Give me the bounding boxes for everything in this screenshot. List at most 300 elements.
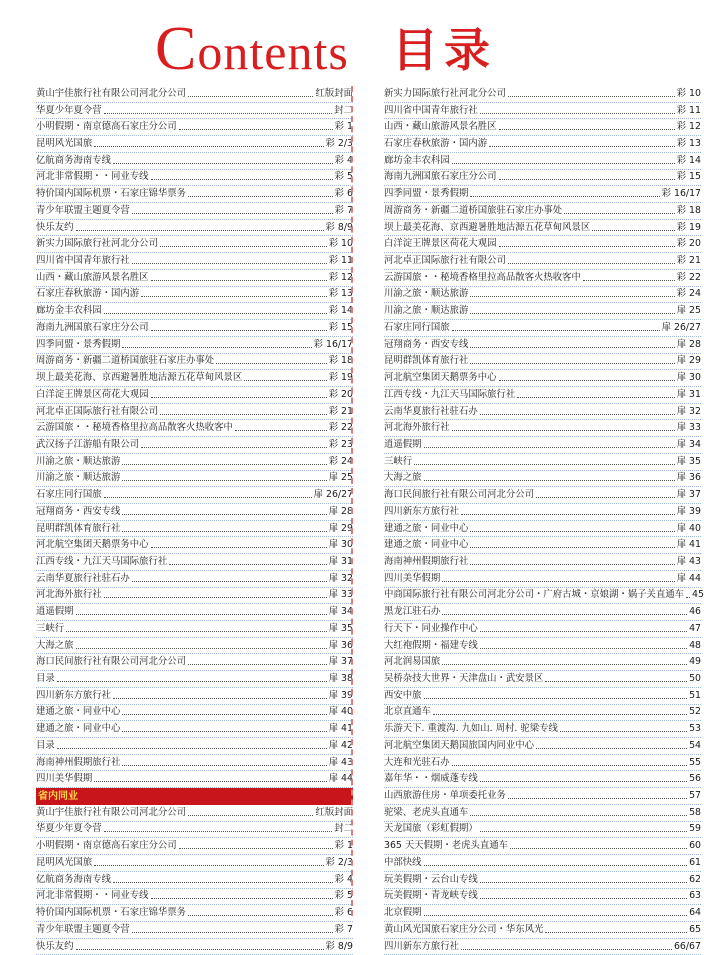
entry-name: 周游商务・新疆二道桥国旅驻石家庄办事处	[36, 355, 215, 367]
entry-page: 55	[689, 756, 701, 768]
leader-dots	[66, 630, 327, 632]
page-header	[0, 0, 699, 82]
toc-entry	[36, 287, 353, 304]
leader-dots	[508, 262, 675, 264]
leader-dots	[470, 546, 674, 548]
leader-dots	[94, 864, 323, 866]
toc-entry	[36, 170, 353, 187]
entry-page: 64	[689, 907, 701, 919]
entry-page: 48	[689, 639, 701, 651]
entry-name: 黄山宇佳旅行社有限公司河北分公司	[36, 806, 187, 818]
entry-name: 坝上最美花海、京西避暑胜地沽源五花草甸风景区	[384, 221, 591, 233]
title-english	[155, 15, 349, 83]
entry-page: 彩 16/17	[661, 188, 701, 200]
entry-name: 川渝之旅・顺达旅游	[36, 455, 121, 467]
entry-page: 彩 4	[334, 154, 353, 166]
leader-dots	[235, 429, 327, 431]
entry-page: 扉 39	[328, 689, 353, 701]
entry-page: 57	[689, 790, 701, 802]
entry-page: 扉 40	[328, 706, 353, 718]
entry-page: 彩 21	[328, 405, 353, 417]
entry-page: 50	[689, 673, 701, 685]
toc-entry	[384, 404, 701, 421]
toc-entry	[384, 220, 701, 237]
entry-page: 扉 34	[676, 438, 701, 450]
entry-page: 彩 15	[676, 171, 701, 183]
leader-dots	[179, 847, 333, 849]
toc-entry	[36, 805, 353, 822]
leader-dots	[470, 295, 674, 297]
toc-entry	[384, 454, 701, 471]
leader-dots	[452, 329, 660, 331]
entry-page: 扉 25	[328, 472, 353, 484]
entry-name: 中部快线	[384, 856, 422, 868]
toc-entry	[384, 320, 701, 337]
leader-dots	[188, 663, 327, 665]
title-english-capital: C	[155, 15, 198, 83]
entry-name: 华夏少年夏令营	[36, 104, 102, 116]
entry-name: 山西・藏山旅游风景名胜区	[384, 121, 497, 133]
leader-dots	[188, 95, 313, 97]
toc-entry	[384, 838, 701, 855]
entry-name: 大红袍假期・福建专线	[384, 639, 478, 651]
leader-dots	[545, 680, 687, 682]
entry-name: 河北航空集团天鹅国旅国内同业中心	[384, 739, 535, 751]
entry-page: 46	[689, 606, 701, 618]
entry-name: 黄山风光国旅石家庄分公司・华东风光	[384, 923, 544, 935]
entry-page: 彩 8/9	[325, 940, 353, 952]
leader-dots	[508, 95, 675, 97]
leader-dots	[560, 730, 687, 732]
entry-name: 大海之旅	[36, 639, 74, 651]
entry-page: 彩 21	[676, 255, 701, 267]
entry-name: 昆明群凯体育旅行社	[384, 355, 469, 367]
entry-name: 周游商务・新疆二道桥国旅驻石家庄办事处	[384, 204, 563, 216]
entry-page: 60	[689, 840, 701, 852]
toc-entry	[36, 855, 353, 872]
entry-name: 海南神州假期旅行社	[384, 555, 469, 567]
entry-page: 彩 11	[328, 255, 353, 267]
toc-entry	[384, 939, 701, 955]
entry-name: 建通之旅・同业中心	[36, 706, 121, 718]
entry-name: 白洋淀王牌景区荷花大观园	[36, 388, 149, 400]
toc-entry	[36, 604, 353, 621]
leader-dots	[424, 864, 688, 866]
toc-entry	[384, 170, 701, 187]
toc-entry	[36, 454, 353, 471]
leader-dots	[499, 379, 675, 381]
leader-dots	[489, 145, 675, 147]
toc-entry	[384, 354, 701, 371]
entry-page: 彩 18	[328, 355, 353, 367]
leader-dots	[508, 797, 687, 799]
leader-dots	[104, 496, 312, 498]
entry-page: 彩 5	[334, 171, 353, 183]
leader-dots	[104, 312, 327, 314]
entry-page: 扉 28	[676, 338, 701, 350]
entry-page: 彩 1	[334, 840, 353, 852]
entry-name: 云南华夏旅行社驻石办	[384, 405, 478, 417]
leader-dots	[583, 279, 675, 281]
toc-entry	[384, 855, 701, 872]
leader-dots	[452, 429, 675, 431]
entry-name: 玩美假期・青龙峡专线	[384, 890, 478, 902]
entry-page: 扉 35	[676, 455, 701, 467]
leader-dots	[470, 530, 674, 532]
entry-name: 西安中旅	[384, 689, 422, 701]
leader-dots	[510, 847, 687, 849]
entry-name: 廊坊金丰农科园	[36, 305, 102, 317]
entry-name: 三峡行	[384, 455, 413, 467]
leader-dots	[452, 162, 675, 164]
toc-entry	[384, 119, 701, 136]
leader-dots	[536, 747, 687, 749]
entry-name: 廊坊金丰农科园	[384, 154, 450, 166]
entry-page: 扉 36	[328, 639, 353, 651]
leader-dots	[94, 145, 323, 147]
entry-name: 昆明风光国旅	[36, 856, 93, 868]
toc-entry	[36, 905, 353, 922]
leader-dots	[470, 563, 674, 565]
entry-name: 江西专线・九江天马国际旅行社	[384, 388, 516, 400]
leader-dots	[179, 128, 333, 130]
toc-entry	[36, 872, 353, 889]
leader-dots	[160, 245, 327, 247]
entry-page: 彩 10	[676, 87, 701, 99]
toc-entry	[384, 303, 701, 320]
entry-page: 58	[689, 806, 701, 818]
entry-name: 建通之旅・同业中心	[384, 522, 469, 534]
entry-name: 河北卓正国际旅行社有限公司	[384, 255, 506, 267]
entry-name: 建通之旅・同业中心	[384, 539, 469, 551]
leader-dots	[216, 362, 327, 364]
entry-name: 黄山宇佳旅行社有限公司河北分公司	[36, 87, 187, 99]
leader-dots	[151, 178, 333, 180]
toc-entry	[36, 688, 353, 705]
leader-dots	[141, 295, 327, 297]
toc-entry	[36, 571, 353, 588]
entry-name: 昆明风光国旅	[36, 138, 93, 150]
leader-dots	[470, 346, 674, 348]
entry-page: 彩 22	[328, 422, 353, 434]
leader-dots	[151, 329, 327, 331]
toc-entry	[36, 755, 353, 772]
toc-entry	[36, 671, 353, 688]
entry-name: 特价国内国际机票・石家庄锦华票务	[36, 188, 187, 200]
entry-name: 大海之旅	[384, 472, 422, 484]
entry-page: 彩 12	[676, 121, 701, 133]
entry-page: 扉 29	[676, 355, 701, 367]
entry-name: 冠翔商务・西安专线	[36, 505, 121, 517]
toc-entry	[36, 487, 353, 504]
entry-page: 彩 23	[328, 438, 353, 450]
entry-page: 彩 1	[334, 121, 353, 133]
entry-name: 河北润易国旅	[384, 656, 441, 668]
toc-entry	[384, 253, 701, 270]
toc-entry	[36, 354, 353, 371]
toc-entry	[384, 387, 701, 404]
toc-entry	[384, 136, 701, 153]
entry-page: 扉 30	[676, 372, 701, 384]
toc-entry	[384, 588, 704, 605]
leader-dots	[122, 346, 311, 348]
toc-entry	[384, 504, 701, 521]
entry-page: 彩 11	[676, 104, 701, 116]
entry-name: 新实力国际旅行社河北分公司	[384, 87, 506, 99]
entry-name: 玩美假期・云台山专线	[384, 873, 478, 885]
toc-entry	[384, 420, 701, 437]
leader-dots	[433, 713, 687, 715]
leader-dots	[499, 178, 675, 180]
toc-left-column	[36, 86, 353, 955]
entry-page: 54	[689, 739, 701, 751]
leader-dots	[480, 780, 687, 782]
entry-page: 彩 10	[328, 238, 353, 250]
toc-entry	[384, 471, 701, 488]
entry-name: 海南九洲国旅石家庄分公司	[384, 171, 497, 183]
entry-name: 云游国旅・・秘境香格里拉高品散客火热收客中	[384, 271, 581, 283]
leader-dots	[424, 914, 688, 916]
entry-name: 海南神州假期旅行社	[36, 756, 121, 768]
toc-entry	[36, 437, 353, 454]
entry-name: 新实力国际旅行社河北分公司	[36, 238, 158, 250]
entry-page: 扉 32	[328, 572, 353, 584]
entry-page: 彩 20	[328, 388, 353, 400]
leader-dots	[57, 680, 327, 682]
toc-entry	[384, 922, 701, 939]
toc-entry	[36, 588, 353, 605]
entry-page: 扉 38	[328, 673, 353, 685]
leader-dots	[480, 647, 687, 649]
entry-page: 彩 6	[334, 188, 353, 200]
leader-dots	[113, 162, 333, 164]
leader-dots	[424, 446, 675, 448]
toc-entry	[36, 420, 353, 437]
entry-name: 河北航空集团天鹅票务中心	[36, 539, 149, 551]
entry-page: 扉 33	[676, 422, 701, 434]
entry-page: 扉 43	[676, 555, 701, 567]
entry-name: 河北非常假期・・同业专线	[36, 890, 149, 902]
entry-page: 扉 34	[328, 606, 353, 618]
leader-dots	[132, 580, 327, 582]
entry-name: 川渝之旅・顺达旅游	[384, 288, 469, 300]
entry-name: 川渝之旅・顺达旅游	[384, 305, 469, 317]
leader-dots	[424, 697, 688, 699]
leader-dots	[188, 914, 333, 916]
entry-page: 彩 2/3	[325, 138, 353, 150]
leader-dots	[442, 580, 674, 582]
toc-entry	[384, 889, 701, 906]
toc-entry	[384, 270, 701, 287]
entry-name: 云南华夏旅行社驻石办	[36, 572, 130, 584]
entry-name: 北京直通车	[384, 706, 431, 718]
entry-page: 扉 37	[676, 489, 701, 501]
toc-entry	[384, 638, 701, 655]
toc-entry	[384, 203, 701, 220]
toc-entry	[36, 270, 353, 287]
toc-entry	[384, 621, 701, 638]
leader-dots	[104, 112, 333, 114]
toc-entry	[384, 771, 701, 788]
leader-dots	[122, 463, 326, 465]
toc-entry	[384, 287, 701, 304]
entry-name: 目录	[36, 673, 55, 685]
title-english-rest: ontents	[197, 24, 349, 80]
leader-dots	[113, 881, 333, 883]
entry-page: 彩 18	[676, 204, 701, 216]
entry-page: 彩 7	[334, 923, 353, 935]
leader-dots	[686, 596, 690, 598]
entry-name: 目录	[36, 739, 55, 751]
entry-page: 彩 2/3	[325, 856, 353, 868]
toc-entry	[384, 755, 701, 772]
leader-dots	[592, 229, 674, 231]
entry-page: 封二	[334, 104, 353, 116]
toc-entry	[36, 370, 353, 387]
leader-dots	[141, 446, 327, 448]
entry-page: 封二	[334, 823, 353, 835]
leader-dots	[414, 463, 675, 465]
section-title: 省内同业	[38, 790, 78, 802]
leader-dots	[452, 764, 687, 766]
leader-dots	[480, 830, 687, 832]
entry-name: 三峡行	[36, 622, 65, 634]
entry-page: 彩 15	[328, 321, 353, 333]
entry-name: 石家庄同行国旅	[36, 489, 102, 501]
leader-dots	[244, 379, 326, 381]
entry-name: 小明假期・南京德高石家庄分公司	[36, 121, 177, 133]
entry-name: 石家庄同行国旅	[384, 321, 450, 333]
entry-name: 坝上最美花海、京西避暑胜地沽源五花草甸风景区	[36, 372, 243, 384]
entry-page: 扉 44	[328, 773, 353, 785]
toc-entry	[36, 721, 353, 738]
entry-name: 海口民间旅行社有限公司河北分公司	[384, 489, 535, 501]
leader-dots	[104, 830, 333, 832]
entry-page: 61	[689, 856, 701, 868]
entry-name: 亿航商务海南专线	[36, 154, 112, 166]
entry-page: 49	[689, 656, 701, 668]
toc-entry	[384, 153, 701, 170]
entry-page: 彩 12	[328, 271, 353, 283]
leader-dots	[545, 931, 687, 933]
leader-dots	[470, 312, 674, 314]
toc-entry	[384, 654, 701, 671]
entry-name: 石家庄春秋旅游・国内游	[36, 288, 140, 300]
entry-page: 扉 41	[328, 723, 353, 735]
entry-page: 扉 29	[328, 522, 353, 534]
leader-dots	[104, 596, 327, 598]
toc-entry	[36, 136, 353, 153]
leader-dots	[517, 396, 674, 398]
entry-page: 彩 14	[328, 305, 353, 317]
entry-name: 亿航商务海南专线	[36, 873, 112, 885]
toc-entry	[36, 86, 353, 103]
entry-page: 扉 37	[328, 656, 353, 668]
toc-entry	[36, 119, 353, 136]
entry-page: 扉 33	[328, 589, 353, 601]
title-chinese: 目录	[392, 23, 496, 77]
toc-entry	[36, 621, 353, 638]
entry-name: 四季同盟・景秀假期	[384, 188, 469, 200]
leader-dots	[470, 195, 659, 197]
toc-entry	[384, 370, 701, 387]
leader-dots	[442, 663, 687, 665]
entry-page: 扉 41	[676, 539, 701, 551]
toc-entry	[36, 939, 353, 955]
toc-entry	[384, 103, 701, 120]
entry-page: 彩 19	[328, 372, 353, 384]
entry-page: 彩 8/9	[325, 221, 353, 233]
entry-name: 365 天天假期・老虎头直通车	[384, 840, 509, 852]
toc-entry	[36, 504, 353, 521]
entry-name: 逍遥假期	[384, 438, 422, 450]
leader-dots	[536, 496, 675, 498]
entry-name: 河北卓正国际旅行社有限公司	[36, 405, 158, 417]
toc-entry	[36, 153, 353, 170]
leader-dots	[470, 814, 687, 816]
entry-page: 63	[689, 890, 701, 902]
entry-page: 65	[689, 923, 701, 935]
toc-entry	[36, 822, 353, 839]
entry-page: 彩 22	[676, 271, 701, 283]
entry-page: 扉 43	[328, 756, 353, 768]
leader-dots	[499, 245, 675, 247]
entry-page: 彩 20	[676, 238, 701, 250]
entry-page: 56	[689, 773, 701, 785]
entry-name: 冠翔商务・西安专线	[384, 338, 469, 350]
entry-name: 江西专线・九江天马国际旅行社	[36, 555, 168, 567]
entry-page: 51	[689, 689, 701, 701]
toc-entry	[384, 86, 701, 103]
toc-entry	[36, 387, 353, 404]
toc-entry	[36, 554, 353, 571]
leader-dots	[122, 730, 326, 732]
toc-entry	[384, 805, 701, 822]
toc-entry	[384, 571, 701, 588]
toc-entry	[36, 404, 353, 421]
entry-page: 扉 42	[328, 739, 353, 751]
toc-entry	[36, 103, 353, 120]
toc-entry	[384, 738, 701, 755]
entry-name: 山西旅游住房・单项委托业务	[384, 790, 506, 802]
toc-entry	[36, 220, 353, 237]
entry-page: 彩 19	[676, 221, 701, 233]
entry-name: 河北航空集团天鹅票务中心	[384, 372, 497, 384]
toc-entry	[384, 437, 701, 454]
leader-dots	[480, 413, 675, 415]
toc-entry	[384, 822, 701, 839]
leader-dots	[188, 195, 333, 197]
toc-entry	[384, 671, 701, 688]
toc-entry	[384, 721, 701, 738]
toc-entry	[384, 788, 701, 805]
leader-dots	[480, 881, 687, 883]
toc-entry	[384, 537, 701, 554]
entry-page: 彩 4	[334, 873, 353, 885]
leader-dots	[94, 780, 326, 782]
entry-name: 行天下・同业操作中心	[384, 622, 478, 634]
toc-entry	[384, 186, 701, 203]
entry-page: 扉 31	[328, 555, 353, 567]
entry-page: 66/67	[673, 940, 701, 952]
toc-entry	[36, 471, 353, 488]
entry-page: 扉 39	[676, 505, 701, 517]
leader-dots	[480, 112, 675, 114]
entry-page: 扉 26/27	[313, 489, 353, 501]
toc-entry	[384, 905, 701, 922]
leader-dots	[132, 212, 333, 214]
entry-page: 红版封面	[315, 806, 353, 818]
